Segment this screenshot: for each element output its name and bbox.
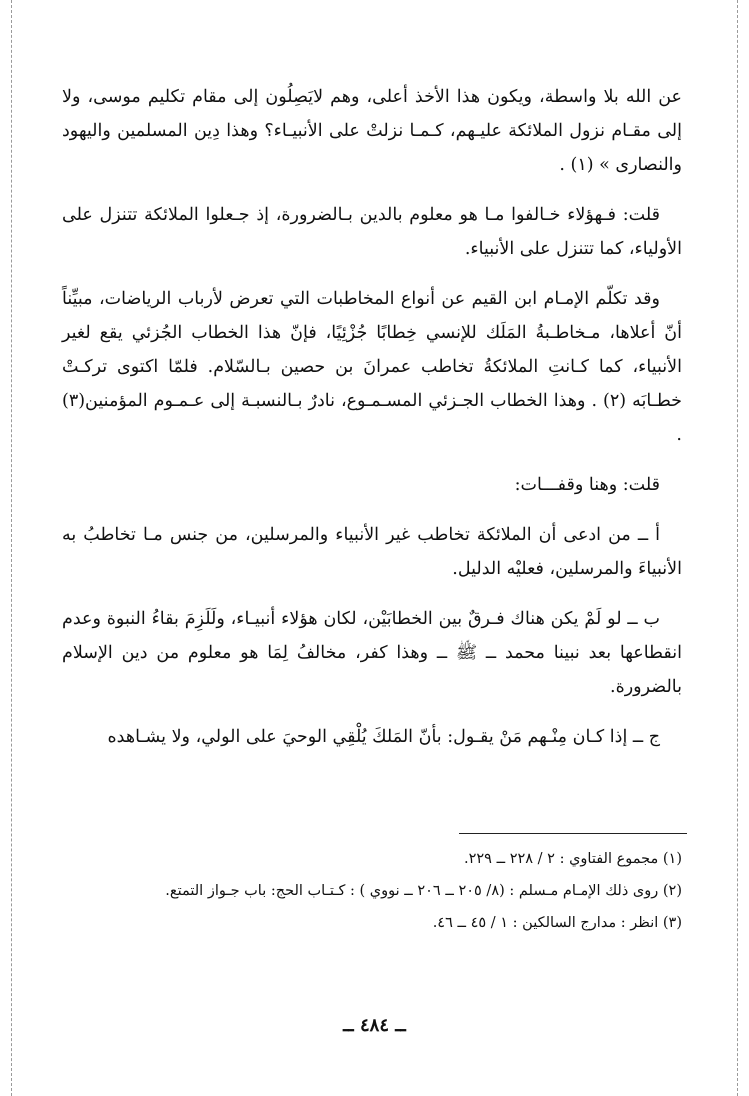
left-page-edge-line (11, 0, 12, 1096)
footnote-2: (٢) روى ذلك الإمـام مـسلم : (٨/ ٢٠٥ ــ ٢٠٦ ــ نووي ) : كـتـاب الحج: باب جـواز التمتع. (165, 883, 682, 899)
body-paragraph-5: أ ــ من ادعى أن الملائكة تخاطب غير الأنبياء والمرسلين، من جنس مـا تخاطبُ به الأنبياءَ والمرسلين، فعليْه الدليل. (62, 525, 682, 579)
body-paragraph-7: ج ــ إذا كـان مِنْـهم مَنْ يقـول: بأنّ المَلكَ يُلْقِي الوحيَ على الولي، ولا يشـاهده (107, 727, 660, 747)
body-paragraph-6: ب ــ لو لَمْ يكن هناك فـرقٌ بين الخطابَيْن، لكان هؤلاء أنبيـاء، ولَلَزِمَ بقاءُ النبوة وعدم انقطاعها بعد نبينا محمد ــ ﷺ ــ وهذا كفر، مخالفُ لِمَا هو معلوم من دين الإسلام بالضرورة. (62, 609, 682, 697)
body-paragraph-1: عن الله بلا واسطة، ويكون هذا الأخذ أعلى، وهم لايَصِلُون إلى مقام تكليم موسى، ولا إلى مقـام نزول الملائكة عليـهم، كـمـا نزلتْ على الأنبيـاء؟ وهذا دِين المسلمين واليهود والنصارى » (١) . (62, 87, 682, 175)
body-paragraph-3: وقد تكلّم الإمـام ابن القيم عن أنواع المخاطبات التي تعرض لأرباب الرياضات، مبيِّناً أنّ أعلاها، مـخاطـبةُ المَلَك للإنسي خِطابًا جُزْئِيًا، فإنّ هذا الخطاب الجُزئي يقع لغير الأنبياء، كما كـانتِ الملائكةُ تخاطب عمرانَ بن حصين بـالسّلام. فلمّا اكتوى تركـتْ خطـابَه (٢) . وهذا الخطاب الجـزئي المسـمـوع، نادرٌ بـالنسبـة إلى عـمـوم المؤمنين(٣) . (62, 289, 682, 445)
page-body (62, 80, 682, 770)
body-paragraph-4: قلت: وهنا وقفـــات: (514, 475, 660, 495)
footnote-3: (٣) انظر : مدارج السالكين : ١ / ٤٥ ــ ٤٦. (432, 915, 682, 931)
body-paragraph-2: قلت: فـهؤلاء خـالفوا مـا هو معلوم بالدين بـالضرورة، إذ جـعلوا الملائكة تتنزل على الأولياء، كما تتنزل على الأنبياء. (62, 205, 682, 259)
footnotes (62, 846, 682, 942)
footnote-1: (١) مجموع الفتاوي : ٢ / ٢٢٨ ــ ٢٢٩. (463, 851, 682, 867)
footnote-separator (459, 833, 687, 834)
page-number: ــ ٤٨٤ ــ (343, 1015, 406, 1036)
right-page-edge-line (737, 0, 738, 1096)
